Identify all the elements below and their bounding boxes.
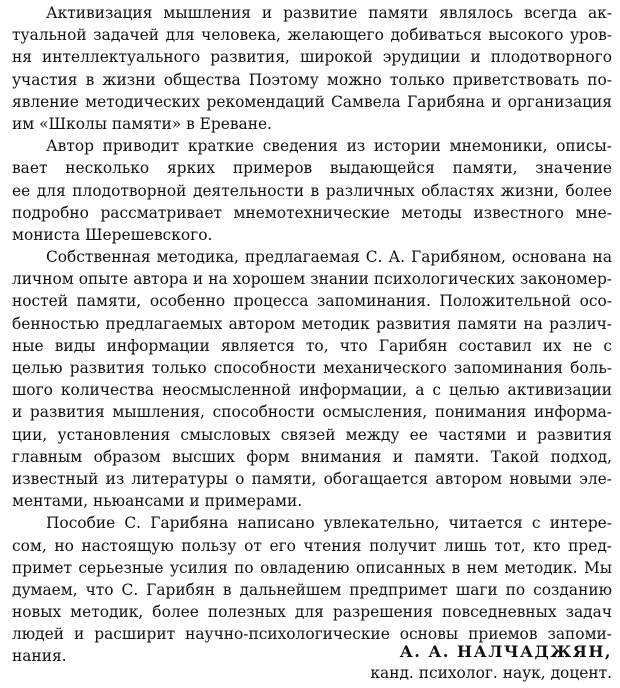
paragraph-line: личном опыте автора и на хорошем знании психологических закономер- [12,270,612,289]
paragraph-line: целью развития только способности механического запоминания боль- [12,359,612,377]
paragraph [12,2,612,135]
paragraph-line: шого количества неосмысленной информации, а с целью активизации [12,381,612,400]
paragraph-line: Автор приводит краткие сведения из истории мнемоники, описы- [46,137,612,156]
paragraph-line: Собственная методика, предлагаемая С. А. Гарибяном, основана на [46,248,612,267]
paragraph-line: ня интеллектуального развития, широкой эрудиции и плодотворного [12,48,612,67]
paragraph-line: думаем, что С. Гарибян в дальнейшем предпримет шаги по созданию [12,580,612,599]
paragraph [12,135,612,246]
paragraph-line: Пособие С. Гарибяна написано увлекательно, читается с интере- [46,514,612,533]
paragraph-line: туальной задачей для человека, желающего добиваться высокого уров- [12,26,612,45]
paragraph-line: нания. [12,647,67,666]
paragraph-line: ее для плодотворной деятельности в различных областях жизни, более [12,181,612,200]
paragraph-line: сом, но настоящую пользу от его чтения получит лишь тот, кто пред- [12,536,612,555]
paragraph-line: бенностью предлагаемых автором методик развития памяти на различ- [12,314,612,333]
paragraph-line: ции, установления смысловых связей между ее частями и развития [12,425,612,444]
paragraph-line: и развития мышления, способности осмысления, понимания информа- [12,403,612,422]
paragraph-line: им «Школы памяти» в Ереване. [12,114,272,133]
paragraph-line: ные виды информации является то, что Гарибян составил их не с [12,336,612,355]
paragraph-line: примет серьезные усилия по овладению описанных в нем методик. Мы [12,558,612,577]
paragraph-line: явление методических рекомендаций Самвела Гарибяна и организация [12,92,612,111]
paragraph-line: ментами, ньюансами и примерами. [12,492,303,511]
paragraph-line: главным образом высших форм внимания и памяти. Такой подход, [12,447,612,466]
paragraph-line: участия в жизни общества Поэтому можно только приветствовать по- [12,70,612,89]
paragraph-line: людей и расширит научно-психологические основы приемов запоми- [12,625,612,644]
paragraph-line: мониста Шерешевского. [12,225,213,244]
paragraph-line: известный из литературы о памяти, обогащается автором новыми элe- [12,469,612,488]
signature-name: А. А. НАЛЧАДЖЯН, [399,642,612,661]
paragraph-line: вает несколько ярких примеров выдающейся памяти, значение [12,159,612,178]
document-body [12,2,612,668]
paragraph-line: ностей памяти, особенно процесса запоминания. Положительной осо- [12,292,612,311]
paragraph-line: новых методик, более полезных для разрешения повседневных задач [12,603,612,622]
paragraph-line: подробно рассматривает мнемотехнические методы известного мне- [12,203,612,222]
paragraph [12,246,612,512]
signature-title: канд. психолог. наук, доцент. [370,664,612,682]
paragraph-line: Активизация мышления и развитие памяти являлось всегда ак- [46,4,612,22]
